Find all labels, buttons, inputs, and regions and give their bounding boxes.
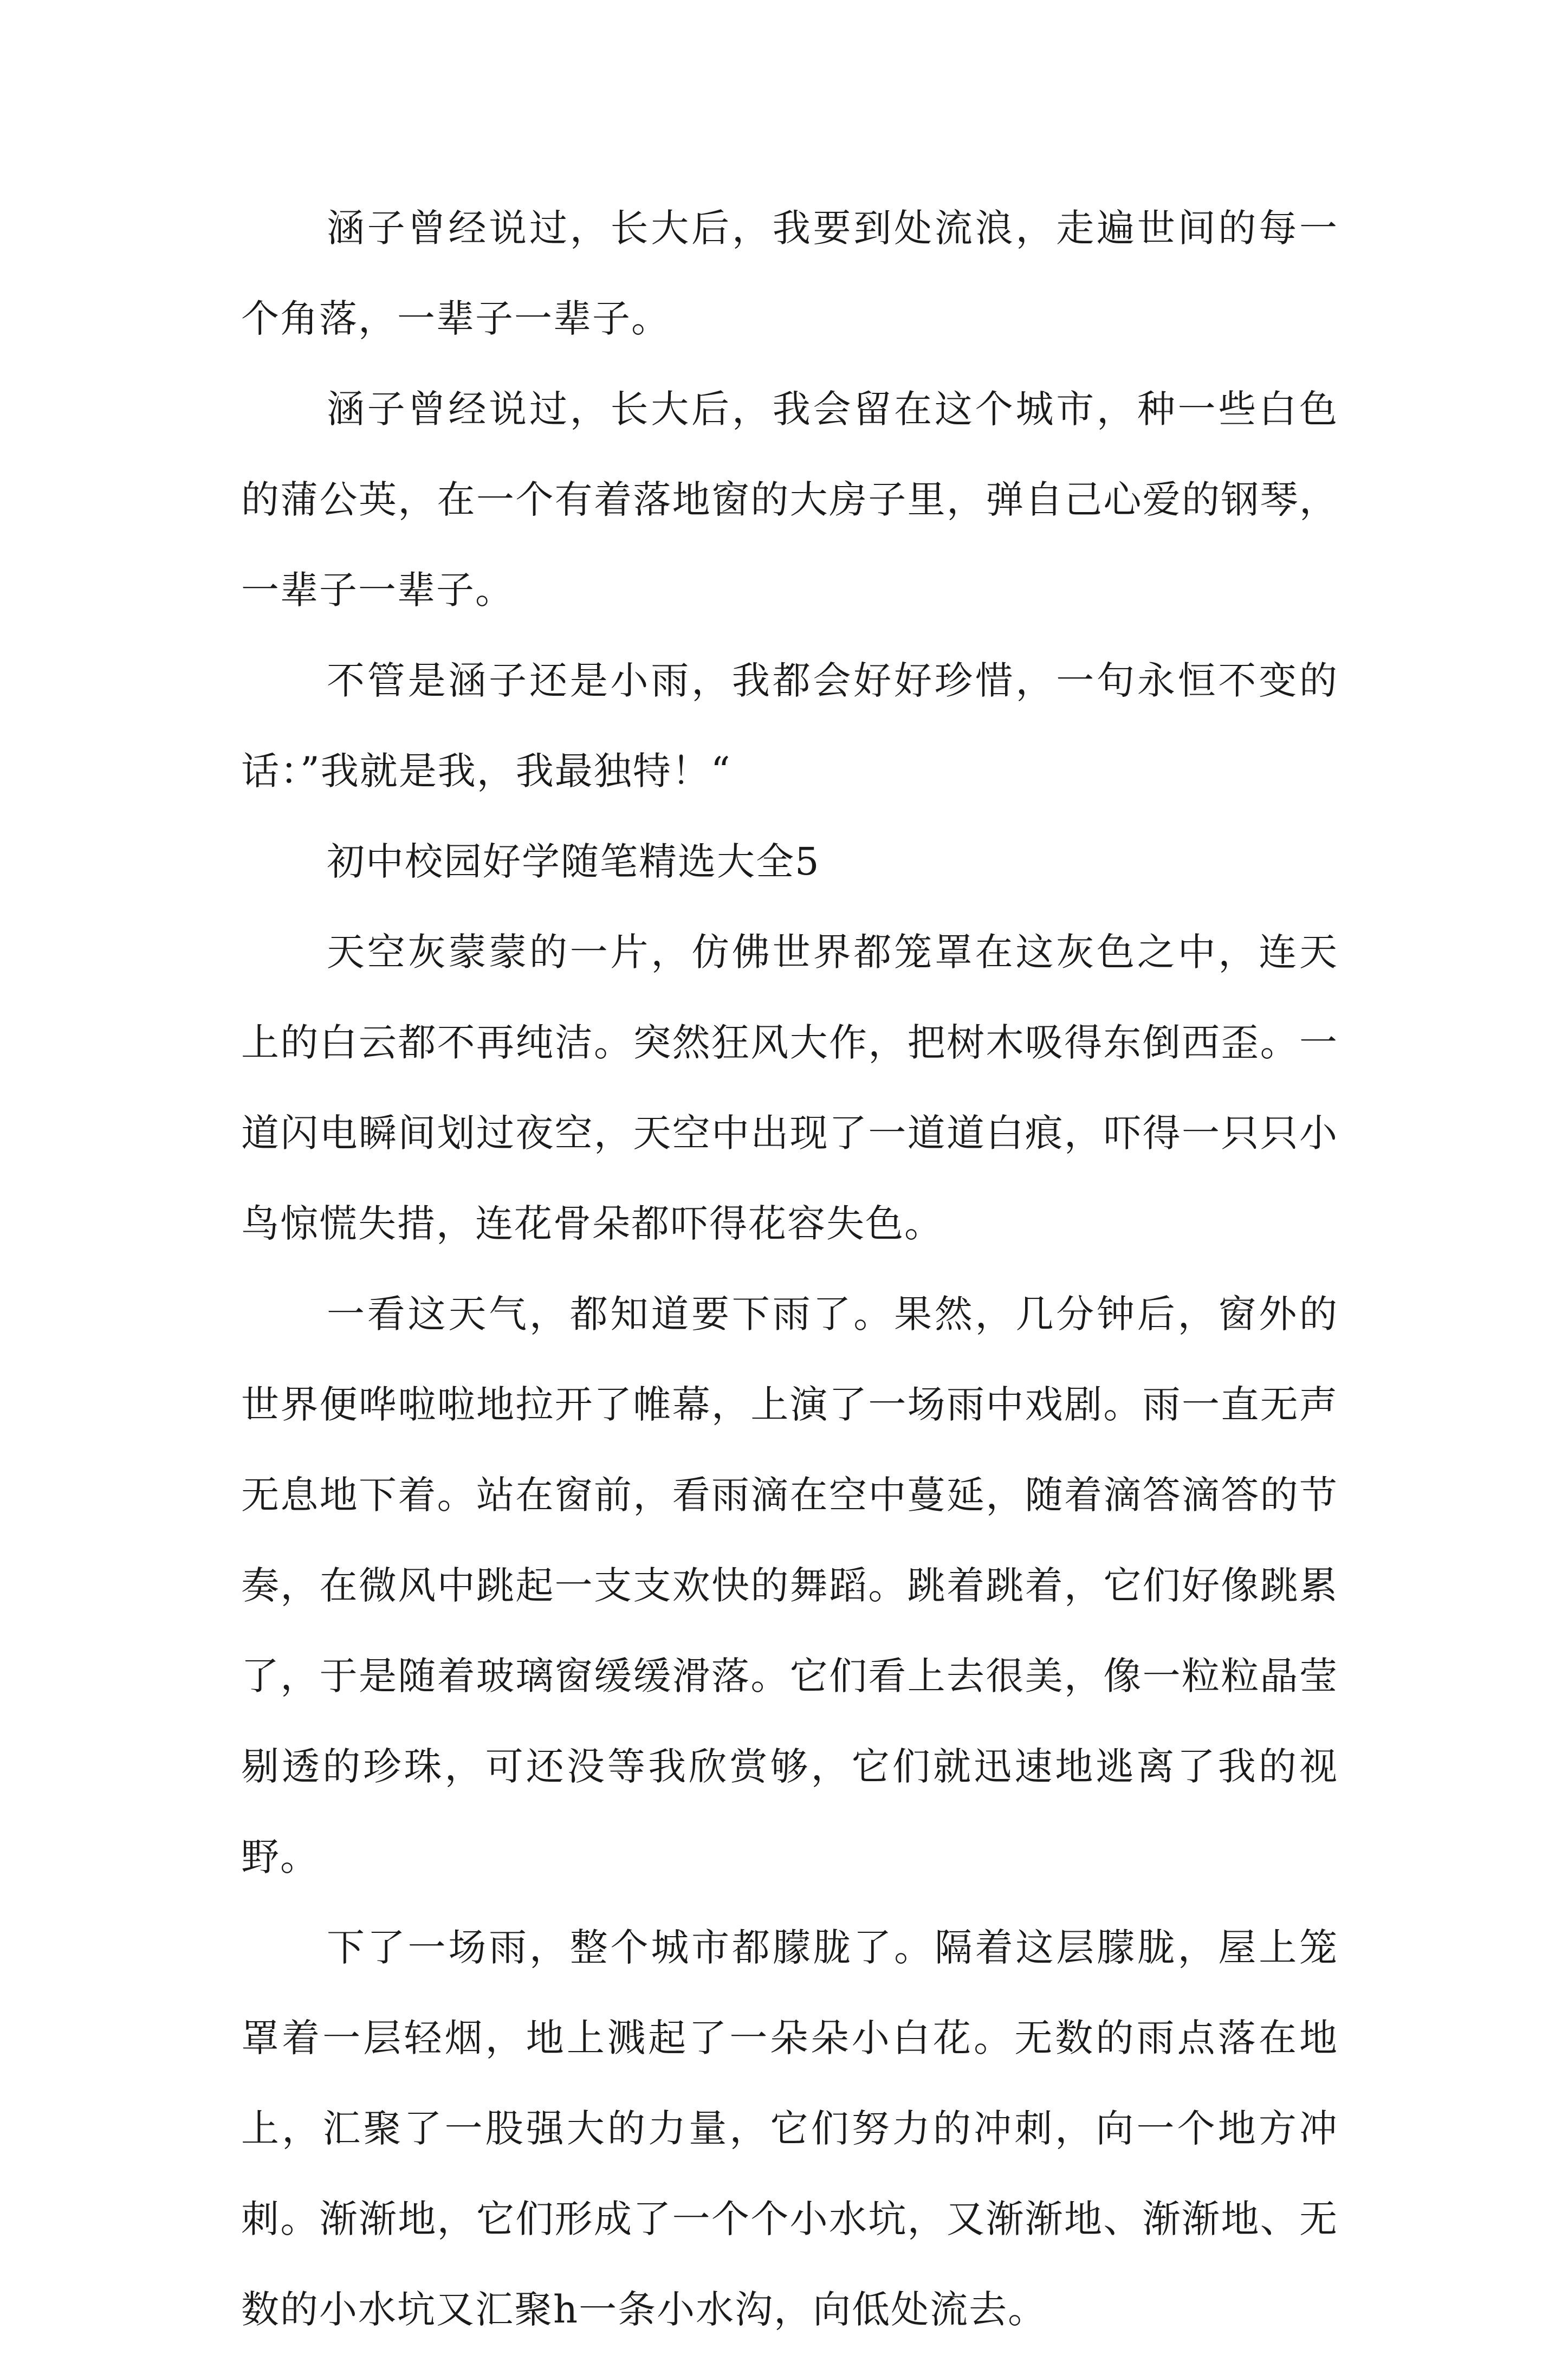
paragraph: 不管是涵子还是小雨，我都会好好珍惜，一句永恒不变的话：”我就是我，我最独特！“ bbox=[241, 658, 1338, 793]
paragraph: 一看这天气，都知道要下雨了。果然，几分钟后，窗外的世界便哗啦啦地拉开了帷幕，上演了一场雨中戏剧。雨一直无声无息地下着。站在窗前，看雨滴在空中蔓延，随着滴答滴答的节奏，在微风中跳起一支支欢快的舞蹈。跳着跳着，它们好像跳累了，于是随着玻璃窗缓缓滑落。它们看上去很美，像一粒粒晶莹剔透的珍珠，可还没等我欣赏够，它们就迅速地逃离了我的视野。 bbox=[241, 1292, 1338, 1879]
paragraph: 涵子曾经说过，长大后，我会留在这个城市，种一些白色的蒲公英，在一个有着落地窗的大房子里，弹自己心爱的钢琴，一辈子一辈子。 bbox=[241, 387, 1338, 612]
paragraph: 下了一场雨，整个城市都朦胧了。隔着这层朦胧，屋上笼罩着一层轻烟，地上溅起了一朵朵小白花。无数的雨点落在地上，汇聚了一股强大的力量，它们努力的冲刺，向一个地方冲刺。渐渐地，它们形成了一个个小水坑，又渐渐地、渐渐地、无数的小水坑又汇聚h一条小水沟，向低处流去。 bbox=[241, 1925, 1338, 2332]
section-heading: 初中校园好学随笔精选大全5 bbox=[327, 839, 820, 884]
paragraph: 涵子曾经说过，长大后，我要到处流浪，走遍世间的每一个角落，一辈子一辈子。 bbox=[241, 206, 1338, 341]
document-body bbox=[241, 183, 1338, 2355]
paragraph: 天空灰蒙蒙的一片，仿佛世界都笼罩在这灰色之中，连天上的白云都不再纯洁。突然狂风大作，把树木吸得东倒西歪。一道闪电瞬间划过夜空，天空中出现了一道道白痕，吓得一只只小鸟惊慌失措，连花骨朵都吓得花容失色。 bbox=[241, 930, 1338, 1246]
